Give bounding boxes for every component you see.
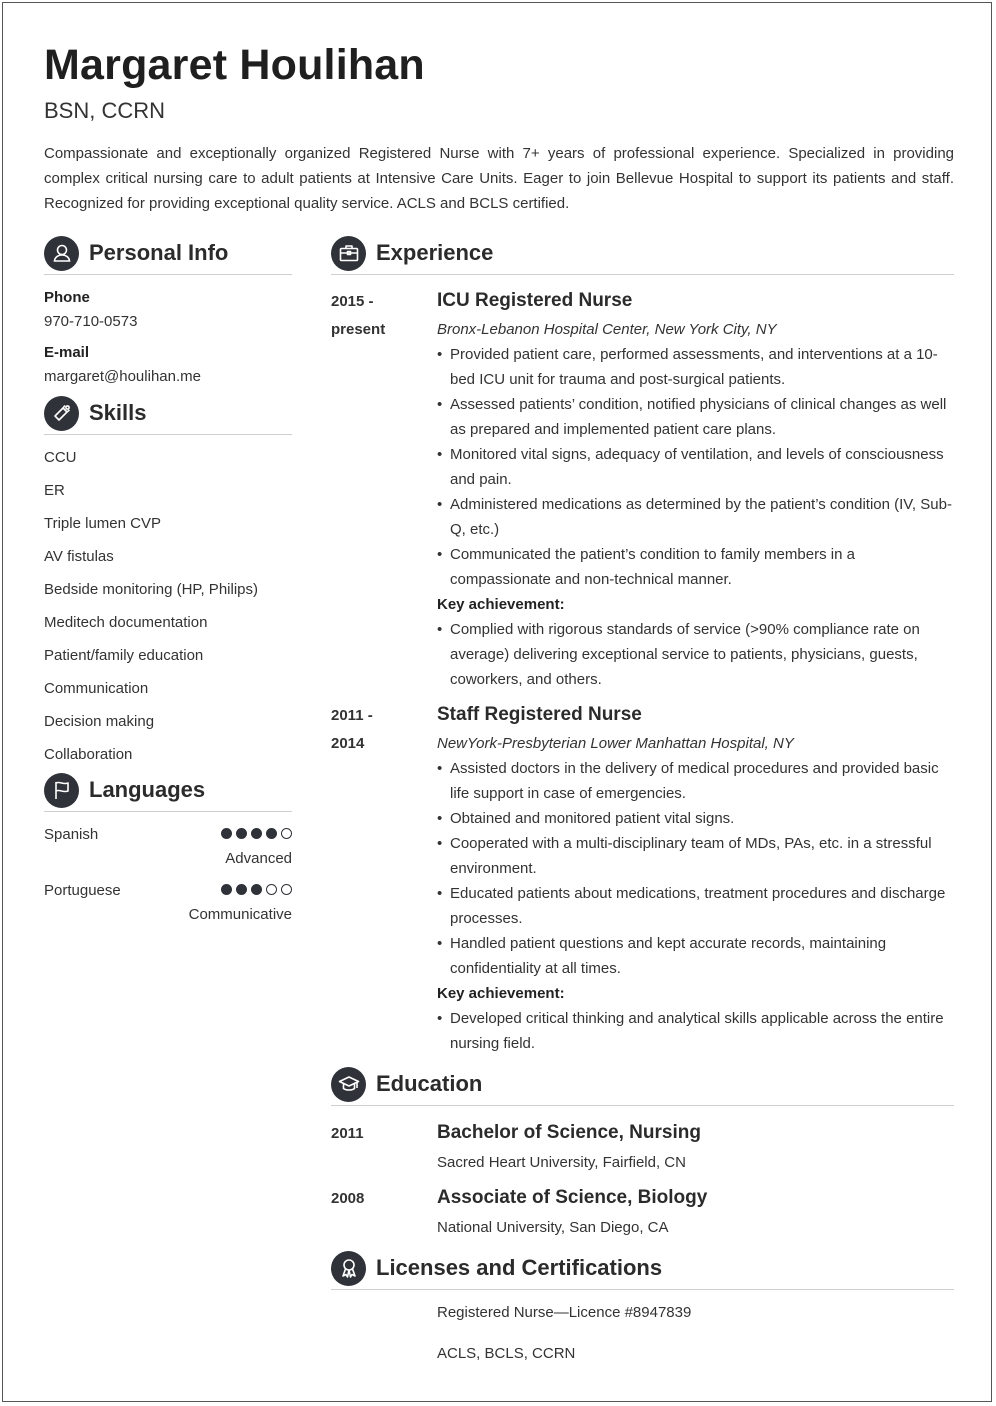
skill-item: Collaboration bbox=[44, 746, 133, 763]
phone-block bbox=[44, 289, 292, 330]
flag-icon bbox=[44, 773, 79, 808]
license-item: Registered Nurse—Licence #8947839 bbox=[437, 1304, 692, 1321]
rating-dot-filled bbox=[236, 828, 247, 839]
rating-dot-filled bbox=[251, 828, 262, 839]
responsibility-item: • Assisted doctors in the delivery of medical procedures and provided basic life support in case of emergencies. bbox=[437, 756, 954, 806]
responsibility-item: • Monitored vital signs, adequacy of ventilation, and levels of consciousness and pain. bbox=[437, 442, 954, 492]
rating-dot-filled bbox=[221, 828, 232, 839]
language-level: Communicative bbox=[188, 906, 292, 923]
skill-item: AV fistulas bbox=[44, 548, 114, 565]
left-column bbox=[44, 235, 292, 938]
job-date bbox=[331, 702, 421, 758]
achievement-item: • Developed critical thinking and analytical skills applicable across the entire nursing field. bbox=[437, 1006, 954, 1056]
job-title: Staff Registered Nurse bbox=[437, 704, 642, 725]
licenses-title: Licenses and Certifications bbox=[376, 1255, 663, 1280]
skill-item: Patient/family education bbox=[44, 647, 204, 664]
experience-header bbox=[331, 235, 954, 275]
education-body bbox=[437, 1185, 954, 1240]
skill-item: Decision making bbox=[44, 713, 155, 730]
tools-icon bbox=[44, 396, 79, 431]
language-name: Portuguese bbox=[44, 882, 121, 899]
job-responsibilities bbox=[437, 756, 954, 981]
phone-label: Phone bbox=[44, 289, 90, 306]
job-entry bbox=[331, 288, 954, 692]
key-achievements bbox=[437, 1006, 954, 1056]
job-date-start: 2011 - bbox=[331, 707, 373, 724]
education-body bbox=[437, 1120, 954, 1175]
rating-dot-filled bbox=[221, 884, 232, 895]
language-name: Spanish bbox=[44, 826, 99, 843]
phone-value: 970-710-0573 bbox=[44, 313, 138, 330]
skills-title: Skills bbox=[89, 400, 147, 425]
job-date-start: 2015 - bbox=[331, 293, 374, 310]
email-label: E-mail bbox=[44, 344, 90, 361]
language-level: Advanced bbox=[225, 850, 292, 867]
education-school: National University, San Diego, CA bbox=[437, 1219, 669, 1236]
rating-dot-filled bbox=[266, 828, 277, 839]
responsibility-item: • Provided patient care, performed assessments, and interventions at a 10-bed ICU unit for trauma and post-surgical patients. bbox=[437, 342, 954, 392]
education-degree: Bachelor of Science, Nursing bbox=[437, 1122, 701, 1143]
responsibility-item: • Handled patient questions and kept accurate records, maintaining confidentiality at all times. bbox=[437, 931, 954, 981]
language-rating bbox=[221, 884, 292, 895]
right-column bbox=[331, 235, 954, 1366]
job-title: ICU Registered Nurse bbox=[437, 290, 633, 311]
candidate-credentials: BSN, CCRN bbox=[44, 98, 166, 123]
language-rating bbox=[221, 828, 292, 839]
briefcase-icon bbox=[331, 236, 366, 271]
skills-header bbox=[44, 395, 292, 435]
language-item bbox=[44, 826, 292, 882]
job-date-end: present bbox=[331, 321, 386, 338]
job-employer: Bronx-Lebanon Hospital Center, New York City, NY bbox=[437, 321, 777, 338]
rating-dot-filled bbox=[236, 884, 247, 895]
skill-item: Communication bbox=[44, 680, 149, 697]
personal-info-header bbox=[44, 235, 292, 275]
education-year: 2011 bbox=[331, 1125, 364, 1142]
responsibility-item: • Communicated the patient’s condition to family members in a compassionate and non-technical manner. bbox=[437, 542, 954, 592]
responsibility-item: • Obtained and monitored patient vital signs. bbox=[437, 806, 954, 831]
skill-item: Triple lumen CVP bbox=[44, 515, 161, 532]
skill-item: CCU bbox=[44, 449, 77, 466]
license-item: ACLS, BCLS, CCRN bbox=[437, 1345, 576, 1362]
languages-list bbox=[44, 826, 292, 938]
email-value: margaret@houlihan.me bbox=[44, 368, 201, 385]
job-date bbox=[331, 288, 421, 344]
person-icon bbox=[44, 236, 79, 271]
skills-list bbox=[44, 447, 292, 766]
responsibility-item: • Administered medications as determined by the patient’s condition (IV, Sub-Q, etc.) bbox=[437, 492, 954, 542]
skill-item: ER bbox=[44, 482, 65, 499]
responsibility-item: • Assessed patients’ condition, notified physicians of clinical changes as well as prepared and implemented patient care plans. bbox=[437, 392, 954, 442]
key-achievements bbox=[437, 617, 954, 692]
education-header bbox=[331, 1066, 954, 1106]
resume-page bbox=[2, 2, 992, 1402]
education-degree: Associate of Science, Biology bbox=[437, 1187, 708, 1208]
job-body bbox=[437, 702, 954, 1056]
key-achievement-label: Key achievement: bbox=[437, 985, 565, 1002]
job-responsibilities bbox=[437, 342, 954, 592]
languages-header bbox=[44, 772, 292, 812]
education-title: Education bbox=[376, 1071, 483, 1096]
language-item bbox=[44, 882, 292, 938]
email-block bbox=[44, 344, 292, 385]
licenses-list bbox=[437, 1300, 954, 1366]
personal-info-title: Personal Info bbox=[89, 240, 229, 265]
rating-dot-empty bbox=[281, 828, 292, 839]
education-entry bbox=[331, 1185, 954, 1240]
education-entry bbox=[331, 1120, 954, 1175]
responsibility-item: • Cooperated with a multi-disciplinary team of MDs, PAs, etc. in a stressful environment. bbox=[437, 831, 954, 881]
achievement-item: • Complied with rigorous standards of service (>90% compliance rate on average) delivering exceptional service to patients, physicians, guests, coworkers, and others. bbox=[437, 617, 954, 692]
experience-title: Experience bbox=[376, 240, 494, 265]
education-year: 2008 bbox=[331, 1190, 365, 1207]
job-employer: NewYork-Presbyterian Lower Manhattan Hospital, NY bbox=[437, 735, 794, 752]
rating-dot-filled bbox=[251, 884, 262, 895]
award-ribbon-icon bbox=[331, 1251, 366, 1286]
profile-summary: Compassionate and exceptionally organized Registered Nurse with 7+ years of professional experience. Specialized in providing complex critical nursing care to adult patients at Intensive Care Units. Eager to join Bellevue Hospital to support its patients and staff. Recognized for providing exceptional quality service. ACLS and BCLS certified. bbox=[44, 145, 954, 212]
job-body bbox=[437, 288, 954, 692]
skill-item: Meditech documentation bbox=[44, 614, 208, 631]
responsibility-item: • Educated patients about medications, treatment procedures and discharge processes. bbox=[437, 881, 954, 931]
candidate-name: Margaret Houlihan bbox=[44, 41, 425, 89]
languages-title: Languages bbox=[89, 777, 206, 802]
job-entry bbox=[331, 702, 954, 1056]
licenses-header bbox=[331, 1250, 954, 1290]
key-achievement-label: Key achievement: bbox=[437, 596, 565, 613]
job-date-end: 2014 bbox=[331, 735, 365, 752]
rating-dot-empty bbox=[281, 884, 292, 895]
skill-item: Bedside monitoring (HP, Philips) bbox=[44, 581, 258, 598]
education-school: Sacred Heart University, Fairfield, CN bbox=[437, 1154, 686, 1171]
graduation-cap-icon bbox=[331, 1067, 366, 1102]
rating-dot-empty bbox=[266, 884, 277, 895]
